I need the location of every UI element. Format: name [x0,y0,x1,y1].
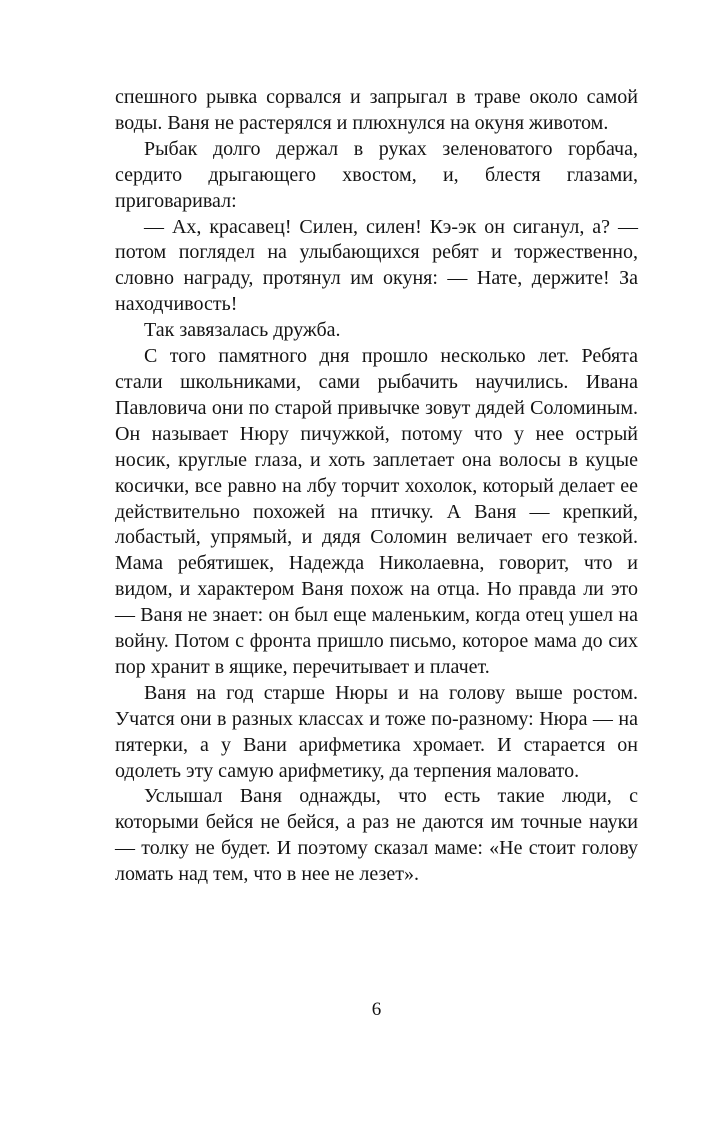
paragraph: Ваня на год старше Нюры и на голову выше ростом. Учатся они в разных классах и тоже по-разному: Нюра — на пятерки, а у Вани арифметика хромает. И старается он одолеть эту самую арифметику, да терпения маловато. [115,681,638,782]
paragraph: Услышал Ваня однажды, что есть такие люди, с которыми бейся не бейся, а раз не даются им точные науки — толку не будет. И поэтому сказал маме: «Не стоит голову ломать над тем, что в нее не лезет». [115,785,638,886]
paragraph: Так завязалась дружба. [144,319,341,342]
page-number: 6 [371,999,382,1020]
paragraph: Рыбак долго держал в руках зеленоватого горбача, сердито дрыгающего хвостом, и, блестя глазами, приговаривал: [115,137,638,212]
paragraph: — Ах, красавец! Силен, силен! Кэ-эк он сиганул, а? — потом поглядел на улыбающихся ребят и торжественно, словно награду, протянул им окуня: — Нате, держите! За находчивость! [115,215,638,316]
text-block [115,85,638,888]
paragraph: С того памятного дня прошло несколько лет. Ребята стали школьниками, сами рыбачить научились. Ивана Павловича они по старой привычке зовут дядей Соломиным. Он называет Нюру пичужкой, потому что у нее острый носик, круглые глаза, и хоть заплетает она волосы в куцые косички, все равно на лбу торчит хохолок, который делает ее действительно похожей на птичку. А Ваня — крепкий, лобастый, упрямый, и дядя Соломин величает его тезкой. Мама ребятишек, Надежда Николаевна, говорит, что и видом, и характером Ваня похож на отца. Но правда ли это — Ваня не знает: он был еще маленьким, когда отец ушел на войну. Потом с фронта пришло письмо, которое мама до сих пор хранит в ящике, перечитывает и плачет. [115,345,638,678]
paragraph: спешного рывка сорвался и запрыгал в траве около самой воды. Ваня не растерялся и плюхнулся на окуня животом. [115,86,638,134]
